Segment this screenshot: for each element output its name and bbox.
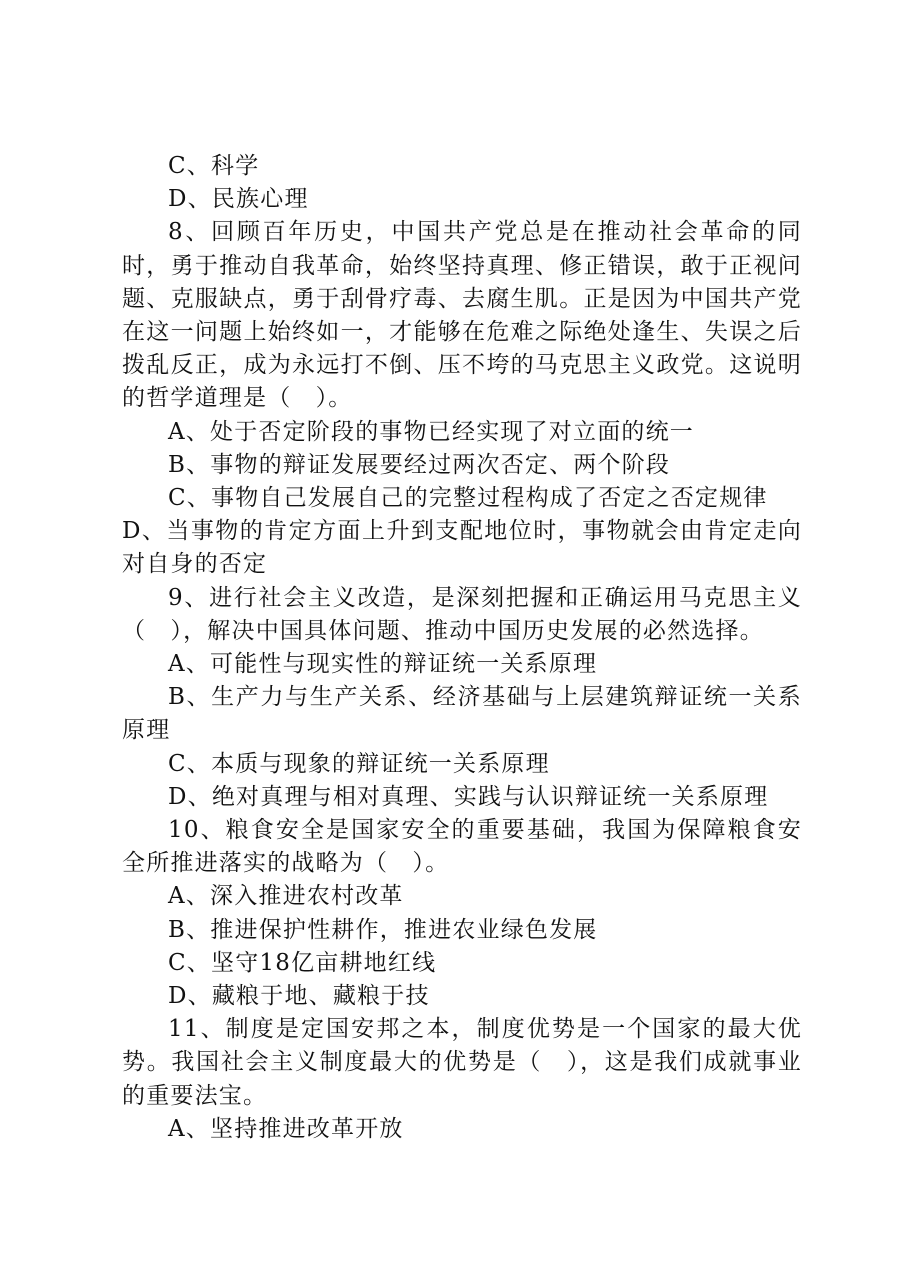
- option-d-national-psychology: D、民族心理: [168, 186, 309, 213]
- question-11: 11、制度是定国安邦之本，制度优势是一个国家的最大优势。我国社会主义制度最大的优势是（ ），这是我们成就事业的重要法宝。: [122, 1016, 802, 1109]
- question-11-option-a: A、坚持推进改革开放: [168, 1115, 404, 1142]
- question-8-option-c: C、事物自己发展自己的完整过程构成了否定之否定规律: [168, 485, 768, 512]
- question-8: 8、回顾百年历史，中国共产党总是在推动社会革命的同时，勇于推动自我革命，始终坚持真理、修正错误，敢于正视问题、克服缺点，勇于刮骨疗毒、去腐生肌。正是因为中国共产党在这一问题上始终如一，才能够在危难之际绝处逢生、失误之后拨乱反正，成为永远打不倒、压不垮的马克思主义政党。这说明的哲学道理是（ ）。: [122, 219, 802, 412]
- question-10-option-d: D、藏粮于地、藏粮于技: [168, 983, 430, 1010]
- option-c-science: C、科学: [168, 153, 260, 179]
- question-9-option-c: C、本质与现象的辩证统一关系原理: [168, 750, 550, 777]
- question-10-option-c: C、坚守18亿亩耕地红线: [168, 949, 437, 976]
- question-10-option-b: B、推进保护性耕作，推进农业绿色发展: [168, 916, 598, 943]
- question-9: 9、进行社会主义改造，是深刻把握和正确运用马克思主义（ ），解决中国具体问题、推动中国历史发展的必然选择。: [122, 584, 802, 644]
- question-9-option-d: D、绝对真理与相对真理、实践与认识辩证统一关系原理: [168, 783, 769, 810]
- question-8-option-d: D、当事物的肯定方面上升到支配地位时，事物就会由肯定走向对自身的否定: [122, 518, 802, 578]
- question-9-option-b: B、生产力与生产关系、经济基础与上层建筑辩证统一关系原理: [122, 684, 802, 744]
- question-10-option-a: A、深入推进农村改革: [168, 883, 404, 910]
- question-10: 10、粮食安全是国家安全的重要基础，我国为保障粮食安全所推进落实的战略为（ ）。: [122, 817, 802, 877]
- question-9-option-a: A、可能性与现实性的辩证统一关系原理: [168, 651, 598, 678]
- document-body: [122, 150, 802, 1146]
- question-8-option-b: B、事物的辩证发展要经过两次否定、两个阶段: [168, 451, 671, 478]
- question-8-option-a: A、处于否定阶段的事物已经实现了对立面的统一: [168, 418, 695, 445]
